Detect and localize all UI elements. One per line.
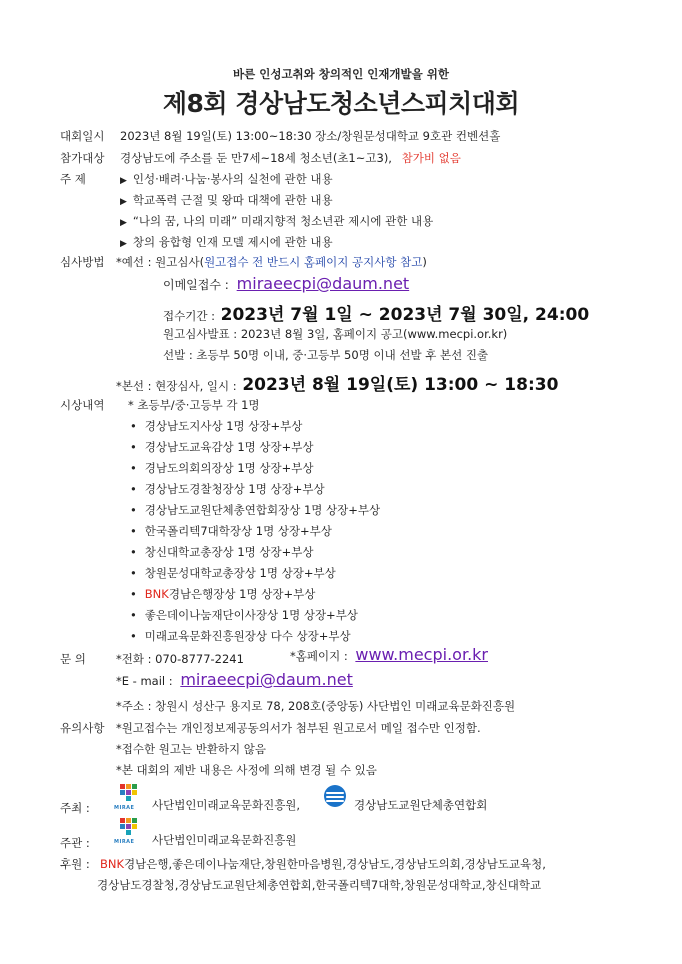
sponsor-line-1: BNK경남은행,좋은데이나눔재단,창원한마음병원,경상남도,경상남도의회,경상남도교육청, (100, 857, 546, 871)
mirae-logo-icon: MIRAE (120, 784, 140, 806)
period-value: 2023년 7월 1일 ~ 2023년 7월 30일, 24:00 (220, 305, 590, 325)
arrow-icon: ▶ (120, 218, 127, 228)
note-item: *원고접수는 개인정보제공동의서가 첨부된 원고로서 메일 접수만 인정함. (116, 721, 481, 735)
homepage-link[interactable]: www.mecpi.or.kr (355, 645, 488, 664)
date-value: 2023년 8월 19일(토) 13:00~18:30 장소/창원문성대학교 9호관 컨벤션홀 (120, 129, 501, 143)
target-value (120, 150, 461, 166)
target-text: 경상남도에 주소를 둔 만7세~18세 청소년(초1~고3), (120, 151, 392, 165)
award-item: • 경상남도지사상 1명 상장+부상 (130, 419, 303, 433)
email-line: 이메일접수 : miraeecpi@daum.net (163, 274, 410, 293)
theme-item: ▶ “나의 꿈, 나의 미래” 미래지향적 청소년관 제시에 관한 내용 (120, 214, 434, 228)
target-label: 참가대상 (60, 151, 105, 165)
notes-label: 유의사항 (60, 721, 105, 735)
theme-label: 주 제 (60, 172, 86, 186)
award-item: • 경상남도교원단체총연합회장상 1명 상장+부상 (130, 503, 381, 517)
arrow-icon: ▶ (120, 197, 127, 207)
email-link[interactable]: miraeecpi@daum.net (236, 274, 410, 293)
arrow-icon: ▶ (120, 176, 127, 186)
award-item: • 창원문성대학교총장상 1명 상장+부상 (130, 566, 336, 580)
note-item: *접수한 원고는 반환하지 않음 (116, 742, 267, 756)
contact-email-line: *E - mail : miraeecpi@daum.net (116, 670, 353, 689)
contact-phone: *전화 : 070-8777-2241 (116, 652, 244, 666)
prelim-line: *예선 : 원고심사(원고접수 전 반드시 홈페이지 공지사항 참고) (116, 255, 427, 269)
award-item: • 좋은데이나눔재단이사장상 1명 상장+부상 (130, 608, 358, 622)
fee-text: 참가비 없음 (401, 151, 461, 165)
date-label: 대회일시 (60, 129, 105, 143)
sponsor-label: 후원 : (60, 857, 90, 871)
award-item: • 한국폴리텍7대학장상 1명 상장+부상 (130, 524, 332, 538)
event-title: 제8회 경상남도청소년스피치대회 (162, 89, 520, 118)
announce-line: 원고심사발표 : 2023년 8월 3일, 홈페이지 공고(www.mecpi.or.kr) (163, 327, 508, 341)
theme-item: ▶ 인성·배려·나눔·봉사의 실천에 관한 내용 (120, 172, 333, 186)
supervise-name: 사단법인미래교육문화진흥원 (152, 833, 297, 847)
contact-email-link[interactable]: miraeecpi@daum.net (180, 670, 353, 689)
teachers-federation-logo-icon (324, 785, 346, 807)
award-item: • 경상남도경찰청장상 1명 상장+부상 (130, 482, 325, 496)
awards-intro: * 초등부/중·고등부 각 1명 (128, 398, 260, 412)
final-value: 2023년 8월 19일(토) 13:00 ~ 18:30 (242, 375, 559, 395)
theme-item: ▶ 학교폭력 근절 및 왕따 대책에 관한 내용 (120, 193, 333, 207)
contact-address: *주소 : 창원시 성산구 용지로 78, 208호(중앙동) 사단법인 미래교육문화진흥원 (116, 699, 516, 713)
host-name-1: 사단법인미래교육문화진흥원, (152, 798, 301, 812)
prelim-notice: 원고접수 전 반드시 홈페이지 공지사항 참고 (204, 255, 423, 269)
sponsor-line-2: 경상남도경찰청,경상남도교원단체총연합회,한국폴리텍7대학,창원문성대학교,창신대학교 (97, 878, 542, 892)
award-item: • 창신대학교총장상 1명 상장+부상 (130, 545, 314, 559)
contact-homepage-line: *홈페이지 : www.mecpi.or.kr (290, 645, 488, 664)
final-line: *본선 : 현장심사, 일시 : 2023년 8월 19일(토) 13:00 ~ 18:30 (116, 375, 559, 395)
host-label: 주최 : (60, 801, 90, 815)
method-label: 심사방법 (60, 255, 105, 269)
period-line: 접수기간 : 2023년 7월 1일 ~ 2023년 7월 30일, 24:00 (163, 305, 590, 325)
award-item: • 미래교육문화진흥원장상 다수 상장+부상 (130, 629, 351, 643)
selection-line: 선발 : 초등부 50명 이내, 중·고등부 50명 이내 선발 후 본선 진출 (163, 348, 489, 362)
theme-item: ▶ 창의 융합형 인재 모델 제시에 관한 내용 (120, 235, 333, 249)
contact-label: 문 의 (60, 652, 86, 666)
event-subtitle: 바른 인성고취와 창의적인 인재개발을 위한 (233, 67, 449, 81)
award-item: • BNK경남은행장상 1명 상장+부상 (130, 587, 316, 601)
award-item: • 경남도의회의장상 1명 상장+부상 (130, 461, 314, 475)
supervise-label: 주관 : (60, 836, 90, 850)
mirae-logo-icon: MIRAE (120, 818, 140, 840)
arrow-icon: ▶ (120, 239, 127, 249)
note-item: *본 대회의 제반 내용은 사정에 의해 변경 될 수 있음 (116, 763, 377, 777)
host-name-2: 경상남도교원단체총연합회 (354, 798, 488, 812)
award-item: • 경상남도교육감상 1명 상장+부상 (130, 440, 314, 454)
awards-label: 시상내역 (60, 398, 105, 412)
